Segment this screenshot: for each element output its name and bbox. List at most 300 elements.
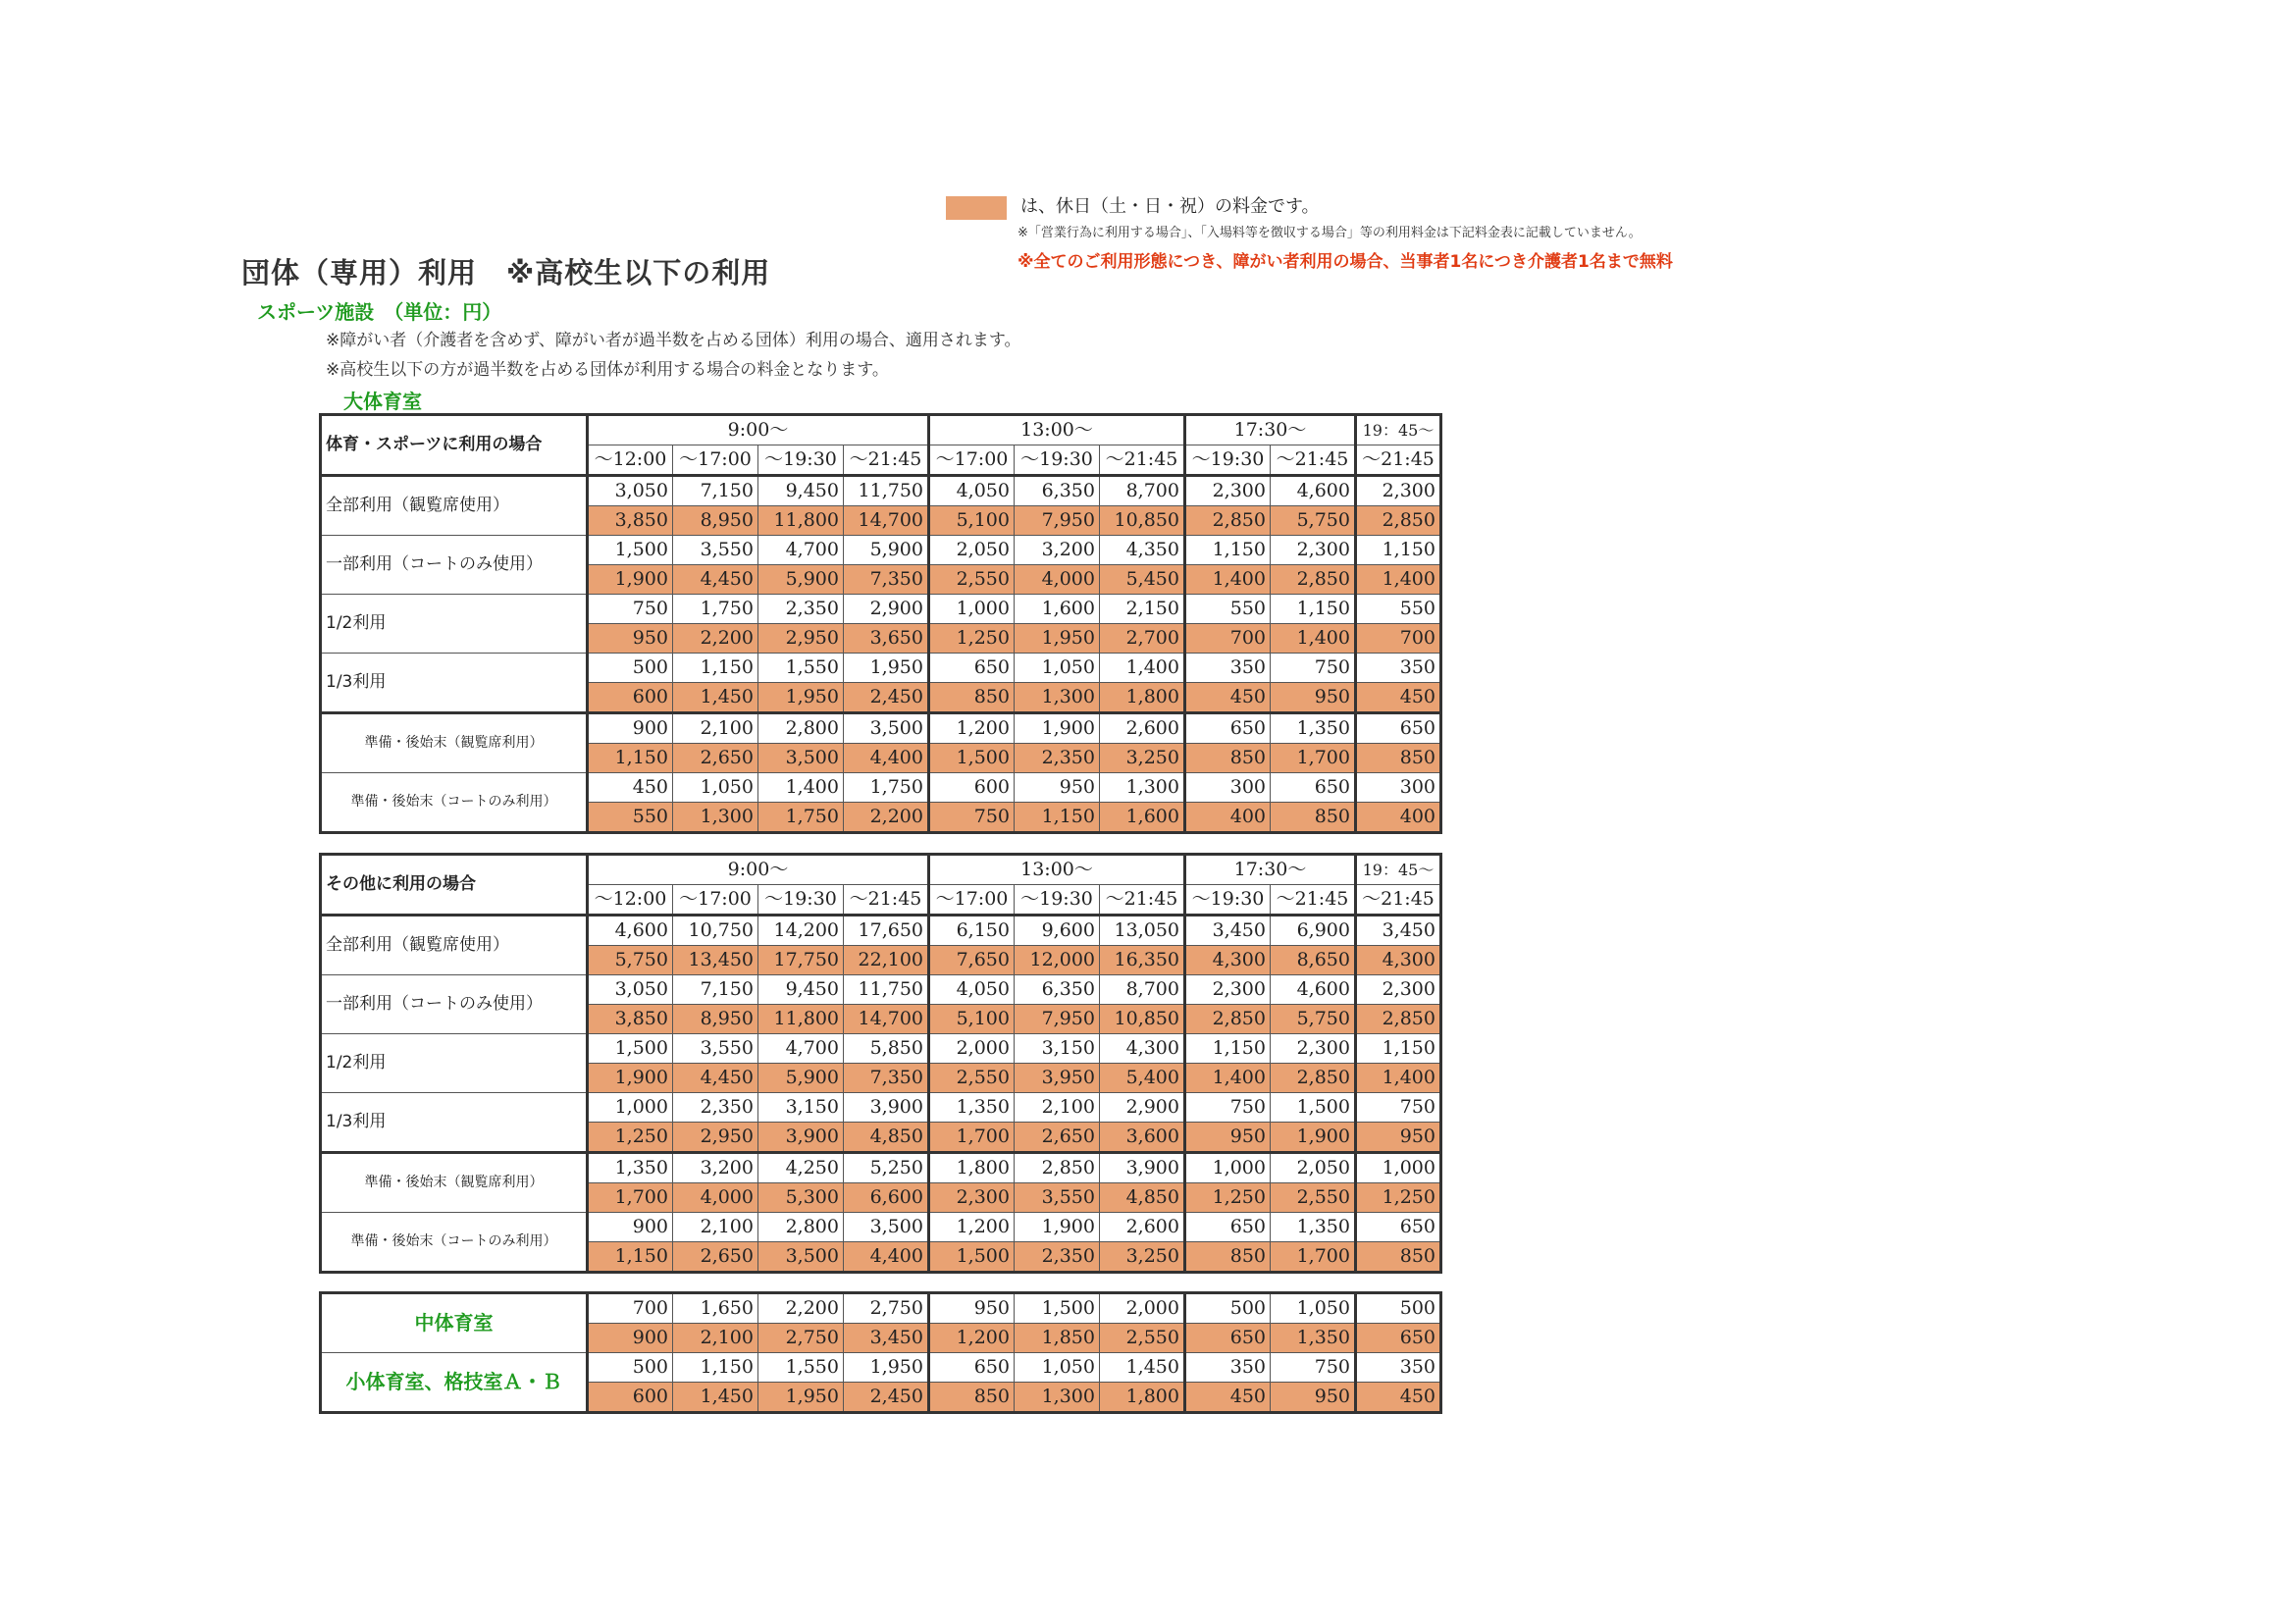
row-label: 中体育室 xyxy=(321,1293,588,1353)
time-slot-header: ～21:45 xyxy=(1271,445,1356,476)
time-group-header: 19：45～ xyxy=(1356,415,1441,445)
row-label: 準備・後始末（観覧席利用） xyxy=(321,713,588,773)
holiday-fee: 1,850 xyxy=(1015,1324,1100,1353)
holiday-fee: 5,300 xyxy=(758,1183,844,1213)
weekday-fee: 2,200 xyxy=(758,1293,844,1324)
weekday-fee: 2,300 xyxy=(1185,975,1271,1005)
weekday-fee: 3,450 xyxy=(1356,916,1441,946)
holiday-fee: 4,000 xyxy=(1015,565,1100,595)
holiday-fee: 3,900 xyxy=(758,1123,844,1153)
weekday-fee: 4,600 xyxy=(1271,975,1356,1005)
category-label: その他に利用の場合 xyxy=(321,855,588,916)
holiday-fee: 1,400 xyxy=(1185,565,1271,595)
holiday-fee: 8,950 xyxy=(673,506,758,536)
time-slot-header: ～17:00 xyxy=(929,445,1015,476)
fee-table-other xyxy=(319,853,1442,1274)
weekday-fee: 300 xyxy=(1356,773,1441,803)
holiday-fee: 2,850 xyxy=(1356,506,1441,536)
section-subtitle: スポーツ施設 （単位：円） xyxy=(257,300,502,324)
weekday-fee: 1,350 xyxy=(929,1093,1015,1123)
weekday-fee: 1,400 xyxy=(1100,654,1185,683)
holiday-fee: 2,700 xyxy=(1100,624,1185,654)
weekday-fee: 1,500 xyxy=(588,536,673,565)
holiday-fee: 900 xyxy=(588,1324,673,1353)
time-slot-header: ～21:45 xyxy=(844,445,929,476)
weekday-fee: 900 xyxy=(588,1213,673,1242)
holiday-fee: 14,700 xyxy=(844,1005,929,1034)
weekday-fee: 2,750 xyxy=(844,1293,929,1324)
weekday-fee: 1,900 xyxy=(1015,1213,1100,1242)
holiday-fee: 850 xyxy=(1356,744,1441,773)
category-label: 体育・スポーツに利用の場合 xyxy=(321,415,588,476)
holiday-fee: 850 xyxy=(1185,1242,1271,1273)
holiday-fee: 400 xyxy=(1356,803,1441,833)
weekday-fee: 3,050 xyxy=(588,975,673,1005)
weekday-fee: 11,750 xyxy=(844,975,929,1005)
weekday-fee: 2,000 xyxy=(1100,1293,1185,1324)
holiday-fee: 8,650 xyxy=(1271,946,1356,975)
holiday-fee: 7,950 xyxy=(1015,1005,1100,1034)
holiday-fee: 450 xyxy=(1356,1383,1441,1413)
holiday-fee: 3,250 xyxy=(1100,744,1185,773)
weekday-fee: 1,050 xyxy=(1015,654,1100,683)
holiday-fee: 1,750 xyxy=(758,803,844,833)
time-group-header: 13:00～ xyxy=(929,415,1185,445)
weekday-fee: 650 xyxy=(1271,773,1356,803)
holiday-fee: 4,400 xyxy=(844,1242,929,1273)
holiday-fee: 550 xyxy=(588,803,673,833)
time-slot-header: ～21:45 xyxy=(1100,445,1185,476)
holiday-fee: 2,350 xyxy=(1015,1242,1100,1273)
holiday-fee: 1,400 xyxy=(1185,1064,1271,1093)
holiday-fee: 2,850 xyxy=(1185,506,1271,536)
weekday-fee: 10,750 xyxy=(673,916,758,946)
weekday-fee: 4,700 xyxy=(758,1034,844,1064)
weekday-fee: 6,150 xyxy=(929,916,1015,946)
weekday-fee: 1,800 xyxy=(929,1153,1015,1183)
weekday-fee: 2,150 xyxy=(1100,595,1185,624)
time-slot-header: ～17:00 xyxy=(673,445,758,476)
holiday-fee: 750 xyxy=(929,803,1015,833)
time-slot-header: ～19:30 xyxy=(1015,445,1100,476)
weekday-fee: 3,500 xyxy=(844,713,929,744)
weekday-fee: 3,550 xyxy=(673,1034,758,1064)
holiday-fee: 850 xyxy=(1185,744,1271,773)
holiday-fee: 3,850 xyxy=(588,506,673,536)
weekday-fee: 2,600 xyxy=(1100,713,1185,744)
holiday-fee: 1,800 xyxy=(1100,683,1185,713)
holiday-fee: 7,350 xyxy=(844,1064,929,1093)
holiday-fee: 3,850 xyxy=(588,1005,673,1034)
holiday-fee: 1,700 xyxy=(588,1183,673,1213)
note-disabled: ※障がい者（介護者を含めず、障がい者が過半数を占める団体）利用の場合、適用されます。 xyxy=(326,331,1021,350)
weekday-fee: 5,850 xyxy=(844,1034,929,1064)
holiday-fee: 6,600 xyxy=(844,1183,929,1213)
time-group-header: 19：45～ xyxy=(1356,855,1441,885)
weekday-fee: 4,300 xyxy=(1100,1034,1185,1064)
holiday-fee: 2,450 xyxy=(844,1383,929,1413)
holiday-fee: 700 xyxy=(1185,624,1271,654)
time-slot-header: ～17:00 xyxy=(929,885,1015,916)
holiday-fee: 5,450 xyxy=(1100,565,1185,595)
holiday-fee: 1,900 xyxy=(588,565,673,595)
weekday-fee: 1,750 xyxy=(844,773,929,803)
row-label: 一部利用（コートのみ使用） xyxy=(321,975,588,1034)
time-group-header: 9:00～ xyxy=(588,855,929,885)
holiday-fee: 5,900 xyxy=(758,565,844,595)
weekday-fee: 650 xyxy=(1185,713,1271,744)
holiday-fee: 4,300 xyxy=(1185,946,1271,975)
holiday-fee: 450 xyxy=(1185,683,1271,713)
holiday-fee: 4,400 xyxy=(844,744,929,773)
weekday-fee: 700 xyxy=(588,1293,673,1324)
time-slot-header: ～17:00 xyxy=(673,885,758,916)
holiday-fee: 1,150 xyxy=(588,744,673,773)
holiday-fee: 7,350 xyxy=(844,565,929,595)
weekday-fee: 4,250 xyxy=(758,1153,844,1183)
holiday-fee: 2,850 xyxy=(1271,1064,1356,1093)
weekday-fee: 2,900 xyxy=(844,595,929,624)
holiday-fee: 1,250 xyxy=(1185,1183,1271,1213)
holiday-fee: 950 xyxy=(1271,1383,1356,1413)
holiday-fee: 2,550 xyxy=(1100,1324,1185,1353)
holiday-fee: 1,250 xyxy=(588,1123,673,1153)
fee-table-small-rooms xyxy=(319,1291,1442,1414)
holiday-fee: 850 xyxy=(1356,1242,1441,1273)
weekday-fee: 1,150 xyxy=(1185,536,1271,565)
page-title: 団体（専用）利用 ※高校生以下の利用 xyxy=(241,256,771,289)
weekday-fee: 6,350 xyxy=(1015,476,1100,506)
holiday-fee: 7,950 xyxy=(1015,506,1100,536)
holiday-fee: 950 xyxy=(588,624,673,654)
weekday-fee: 4,050 xyxy=(929,975,1015,1005)
weekday-fee: 1,150 xyxy=(1356,1034,1441,1064)
weekday-fee: 2,300 xyxy=(1271,536,1356,565)
holiday-fee: 600 xyxy=(588,1383,673,1413)
holiday-fee: 3,450 xyxy=(844,1324,929,1353)
weekday-fee: 650 xyxy=(1356,713,1441,744)
holiday-fee: 2,550 xyxy=(1271,1183,1356,1213)
holiday-fee: 1,600 xyxy=(1100,803,1185,833)
weekday-fee: 1,150 xyxy=(1271,595,1356,624)
weekday-fee: 500 xyxy=(588,654,673,683)
weekday-fee: 1,600 xyxy=(1015,595,1100,624)
weekday-fee: 2,350 xyxy=(758,595,844,624)
holiday-fee: 2,550 xyxy=(929,1064,1015,1093)
weekday-fee: 13,050 xyxy=(1100,916,1185,946)
weekday-fee: 1,500 xyxy=(1271,1093,1356,1123)
weekday-fee: 1,550 xyxy=(758,654,844,683)
time-slot-header: ～21:45 xyxy=(1356,445,1441,476)
weekday-fee: 750 xyxy=(588,595,673,624)
weekday-fee: 4,600 xyxy=(588,916,673,946)
holiday-fee: 1,950 xyxy=(758,683,844,713)
holiday-fee: 2,950 xyxy=(758,624,844,654)
holiday-legend-text: は、休日（土・日・祝）の料金です。 xyxy=(1020,196,1320,217)
weekday-fee: 4,350 xyxy=(1100,536,1185,565)
holiday-fee: 2,200 xyxy=(844,803,929,833)
weekday-fee: 1,750 xyxy=(673,595,758,624)
weekday-fee: 4,600 xyxy=(1271,476,1356,506)
weekday-fee: 3,200 xyxy=(1015,536,1100,565)
weekday-fee: 350 xyxy=(1356,654,1441,683)
weekday-fee: 7,150 xyxy=(673,476,758,506)
holiday-fee: 10,850 xyxy=(1100,506,1185,536)
holiday-fee: 2,550 xyxy=(929,565,1015,595)
weekday-fee: 1,500 xyxy=(1015,1293,1100,1324)
time-slot-header: ～19:30 xyxy=(758,445,844,476)
weekday-fee: 1,900 xyxy=(1015,713,1100,744)
weekday-fee: 1,050 xyxy=(1015,1353,1100,1383)
weekday-fee: 950 xyxy=(1015,773,1100,803)
holiday-fee: 1,450 xyxy=(673,683,758,713)
holiday-fee: 1,900 xyxy=(588,1064,673,1093)
holiday-fee: 10,850 xyxy=(1100,1005,1185,1034)
weekday-fee: 2,100 xyxy=(1015,1093,1100,1123)
weekday-fee: 1,350 xyxy=(1271,713,1356,744)
time-group-header: 9:00～ xyxy=(588,415,929,445)
time-group-header: 17:30～ xyxy=(1185,415,1356,445)
weekday-fee: 600 xyxy=(929,773,1015,803)
weekday-fee: 1,050 xyxy=(1271,1293,1356,1324)
weekday-fee: 5,900 xyxy=(844,536,929,565)
weekday-fee: 2,300 xyxy=(1271,1034,1356,1064)
holiday-fee: 2,100 xyxy=(673,1324,758,1353)
holiday-fee: 11,800 xyxy=(758,1005,844,1034)
weekday-fee: 2,000 xyxy=(929,1034,1015,1064)
holiday-fee: 1,300 xyxy=(673,803,758,833)
weekday-fee: 750 xyxy=(1185,1093,1271,1123)
weekday-fee: 17,650 xyxy=(844,916,929,946)
row-label: 1/3利用 xyxy=(321,1093,588,1153)
holiday-fee: 650 xyxy=(1356,1324,1441,1353)
weekday-fee: 3,150 xyxy=(758,1093,844,1123)
weekday-fee: 11,750 xyxy=(844,476,929,506)
holiday-fee: 1,450 xyxy=(673,1383,758,1413)
weekday-fee: 3,200 xyxy=(673,1153,758,1183)
holiday-fee: 950 xyxy=(1185,1123,1271,1153)
holiday-fee: 1,400 xyxy=(1356,1064,1441,1093)
holiday-fee: 5,900 xyxy=(758,1064,844,1093)
weekday-fee: 1,450 xyxy=(1100,1353,1185,1383)
holiday-fee: 1,150 xyxy=(1015,803,1100,833)
weekday-fee: 1,000 xyxy=(1185,1153,1271,1183)
weekday-fee: 500 xyxy=(1356,1293,1441,1324)
holiday-fee: 2,850 xyxy=(1185,1005,1271,1034)
weekday-fee: 6,350 xyxy=(1015,975,1100,1005)
weekday-fee: 1,350 xyxy=(588,1153,673,1183)
holiday-fee: 3,600 xyxy=(1100,1123,1185,1153)
time-slot-header: ～21:45 xyxy=(1356,885,1441,916)
holiday-fee: 850 xyxy=(1271,803,1356,833)
weekday-fee: 3,150 xyxy=(1015,1034,1100,1064)
holiday-fee: 2,950 xyxy=(673,1123,758,1153)
holiday-fee: 5,100 xyxy=(929,1005,1015,1034)
weekday-fee: 1,150 xyxy=(1356,536,1441,565)
weekday-fee: 1,200 xyxy=(929,713,1015,744)
weekday-fee: 2,800 xyxy=(758,713,844,744)
weekday-fee: 1,000 xyxy=(588,1093,673,1123)
time-slot-header: ～21:45 xyxy=(1271,885,1356,916)
holiday-fee: 5,750 xyxy=(588,946,673,975)
weekday-fee: 2,300 xyxy=(1356,476,1441,506)
weekday-fee: 5,250 xyxy=(844,1153,929,1183)
weekday-fee: 4,700 xyxy=(758,536,844,565)
weekday-fee: 2,300 xyxy=(1185,476,1271,506)
weekday-fee: 1,350 xyxy=(1271,1213,1356,1242)
weekday-fee: 350 xyxy=(1356,1353,1441,1383)
holiday-fee: 700 xyxy=(1356,624,1441,654)
holiday-fee: 12,000 xyxy=(1015,946,1100,975)
fee-table-sports xyxy=(319,413,1442,834)
holiday-fee: 1,400 xyxy=(1271,624,1356,654)
weekday-fee: 1,400 xyxy=(758,773,844,803)
holiday-fee: 950 xyxy=(1356,1123,1441,1153)
holiday-fee: 1,150 xyxy=(588,1242,673,1273)
holiday-fee: 1,500 xyxy=(929,744,1015,773)
holiday-fee: 1,200 xyxy=(929,1324,1015,1353)
row-label: 小体育室、格技室Ａ・Ｂ xyxy=(321,1353,588,1413)
weekday-fee: 2,050 xyxy=(929,536,1015,565)
holiday-fee: 7,650 xyxy=(929,946,1015,975)
holiday-fee: 1,950 xyxy=(758,1383,844,1413)
weekday-fee: 350 xyxy=(1185,1353,1271,1383)
holiday-fee: 5,750 xyxy=(1271,1005,1356,1034)
holiday-fee: 450 xyxy=(1356,683,1441,713)
weekday-fee: 650 xyxy=(1356,1213,1441,1242)
time-slot-header: ～19:30 xyxy=(1185,885,1271,916)
weekday-fee: 900 xyxy=(588,713,673,744)
weekday-fee: 750 xyxy=(1356,1093,1441,1123)
weekday-fee: 2,300 xyxy=(1356,975,1441,1005)
weekday-fee: 9,450 xyxy=(758,975,844,1005)
holiday-fee: 1,300 xyxy=(1015,683,1100,713)
row-label: 全部利用（観覧席使用） xyxy=(321,476,588,536)
weekday-fee: 2,050 xyxy=(1271,1153,1356,1183)
weekday-fee: 1,000 xyxy=(1356,1153,1441,1183)
time-slot-header: ～19:30 xyxy=(1015,885,1100,916)
weekday-fee: 1,150 xyxy=(1185,1034,1271,1064)
row-label: 1/3利用 xyxy=(321,654,588,713)
weekday-fee: 3,900 xyxy=(844,1093,929,1123)
holiday-fee: 2,650 xyxy=(673,744,758,773)
weekday-fee: 3,050 xyxy=(588,476,673,506)
weekday-fee: 950 xyxy=(929,1293,1015,1324)
holiday-fee: 3,500 xyxy=(758,744,844,773)
holiday-fee: 950 xyxy=(1271,683,1356,713)
holiday-fee: 5,400 xyxy=(1100,1064,1185,1093)
holiday-fee: 2,850 xyxy=(1271,565,1356,595)
weekday-fee: 3,500 xyxy=(844,1213,929,1242)
weekday-fee: 9,600 xyxy=(1015,916,1100,946)
holiday-fee: 400 xyxy=(1185,803,1271,833)
note-highschool: ※高校生以下の方が過半数を占める団体が利用する場合の料金となります。 xyxy=(326,360,889,380)
holiday-fee: 2,650 xyxy=(1015,1123,1100,1153)
weekday-fee: 500 xyxy=(1185,1293,1271,1324)
weekday-fee: 6,900 xyxy=(1271,916,1356,946)
holiday-fee: 1,700 xyxy=(1271,1242,1356,1273)
weekday-fee: 1,000 xyxy=(929,595,1015,624)
time-slot-header: ～21:45 xyxy=(1100,885,1185,916)
weekday-fee: 2,600 xyxy=(1100,1213,1185,1242)
holiday-fee: 1,950 xyxy=(1015,624,1100,654)
holiday-fee: 22,100 xyxy=(844,946,929,975)
holiday-fee: 2,300 xyxy=(929,1183,1015,1213)
row-label: 一部利用（コートのみ使用） xyxy=(321,536,588,595)
weekday-fee: 650 xyxy=(1185,1213,1271,1242)
weekday-fee: 1,200 xyxy=(929,1213,1015,1242)
time-group-header: 17:30～ xyxy=(1185,855,1356,885)
holiday-fee: 3,650 xyxy=(844,624,929,654)
holiday-fee: 3,500 xyxy=(758,1242,844,1273)
weekday-fee: 650 xyxy=(929,654,1015,683)
weekday-fee: 1,550 xyxy=(758,1353,844,1383)
holiday-fee: 2,200 xyxy=(673,624,758,654)
holiday-fee: 1,250 xyxy=(1356,1183,1441,1213)
holiday-fee: 4,850 xyxy=(1100,1183,1185,1213)
weekday-fee: 8,700 xyxy=(1100,476,1185,506)
weekday-fee: 300 xyxy=(1185,773,1271,803)
time-slot-header: ～21:45 xyxy=(844,885,929,916)
weekday-fee: 1,150 xyxy=(673,654,758,683)
time-slot-header: ～12:00 xyxy=(588,445,673,476)
holiday-fee: 1,900 xyxy=(1271,1123,1356,1153)
holiday-fee: 8,950 xyxy=(673,1005,758,1034)
exclusion-note: ※「営業行為に利用する場合」、「入場料等を徴収する場合」等の利用料金は下記料金表に記載していません。 xyxy=(1018,226,1642,240)
weekday-fee: 1,950 xyxy=(844,1353,929,1383)
holiday-fee: 4,300 xyxy=(1356,946,1441,975)
weekday-fee: 3,450 xyxy=(1185,916,1271,946)
holiday-fee: 4,450 xyxy=(673,1064,758,1093)
caregiver-free-note: ※全てのご利用形態につき、障がい者利用の場合、当事者1名につき介護者1名まで無料 xyxy=(1018,252,1673,272)
weekday-fee: 550 xyxy=(1185,595,1271,624)
weekday-fee: 1,650 xyxy=(673,1293,758,1324)
weekday-fee: 2,100 xyxy=(673,1213,758,1242)
weekday-fee: 3,900 xyxy=(1100,1153,1185,1183)
holiday-fee: 1,250 xyxy=(929,624,1015,654)
weekday-fee: 1,500 xyxy=(588,1034,673,1064)
holiday-fee: 2,350 xyxy=(1015,744,1100,773)
weekday-fee: 1,300 xyxy=(1100,773,1185,803)
holiday-fee: 450 xyxy=(1185,1383,1271,1413)
row-label: 準備・後始末（コートのみ利用） xyxy=(321,1213,588,1273)
holiday-fee: 1,500 xyxy=(929,1242,1015,1273)
holiday-fee: 16,350 xyxy=(1100,946,1185,975)
holiday-fee: 850 xyxy=(929,683,1015,713)
holiday-fee: 4,000 xyxy=(673,1183,758,1213)
weekday-fee: 1,050 xyxy=(673,773,758,803)
holiday-fee: 3,950 xyxy=(1015,1064,1100,1093)
holiday-fee: 1,400 xyxy=(1356,565,1441,595)
holiday-fee: 1,800 xyxy=(1100,1383,1185,1413)
holiday-fee: 4,450 xyxy=(673,565,758,595)
room-title-large-gym: 大体育室 xyxy=(343,390,422,413)
weekday-fee: 2,900 xyxy=(1100,1093,1185,1123)
weekday-fee: 2,350 xyxy=(673,1093,758,1123)
weekday-fee: 2,850 xyxy=(1015,1153,1100,1183)
row-label: 準備・後始末（コートのみ利用） xyxy=(321,773,588,833)
weekday-fee: 2,100 xyxy=(673,713,758,744)
weekday-fee: 8,700 xyxy=(1100,975,1185,1005)
row-label: 1/2利用 xyxy=(321,1034,588,1093)
holiday-fee: 1,350 xyxy=(1271,1324,1356,1353)
row-label: 全部利用（観覧席使用） xyxy=(321,916,588,975)
holiday-fee: 850 xyxy=(929,1383,1015,1413)
weekday-fee: 500 xyxy=(588,1353,673,1383)
weekday-fee: 3,550 xyxy=(673,536,758,565)
weekday-fee: 9,450 xyxy=(758,476,844,506)
holiday-fee: 2,850 xyxy=(1356,1005,1441,1034)
